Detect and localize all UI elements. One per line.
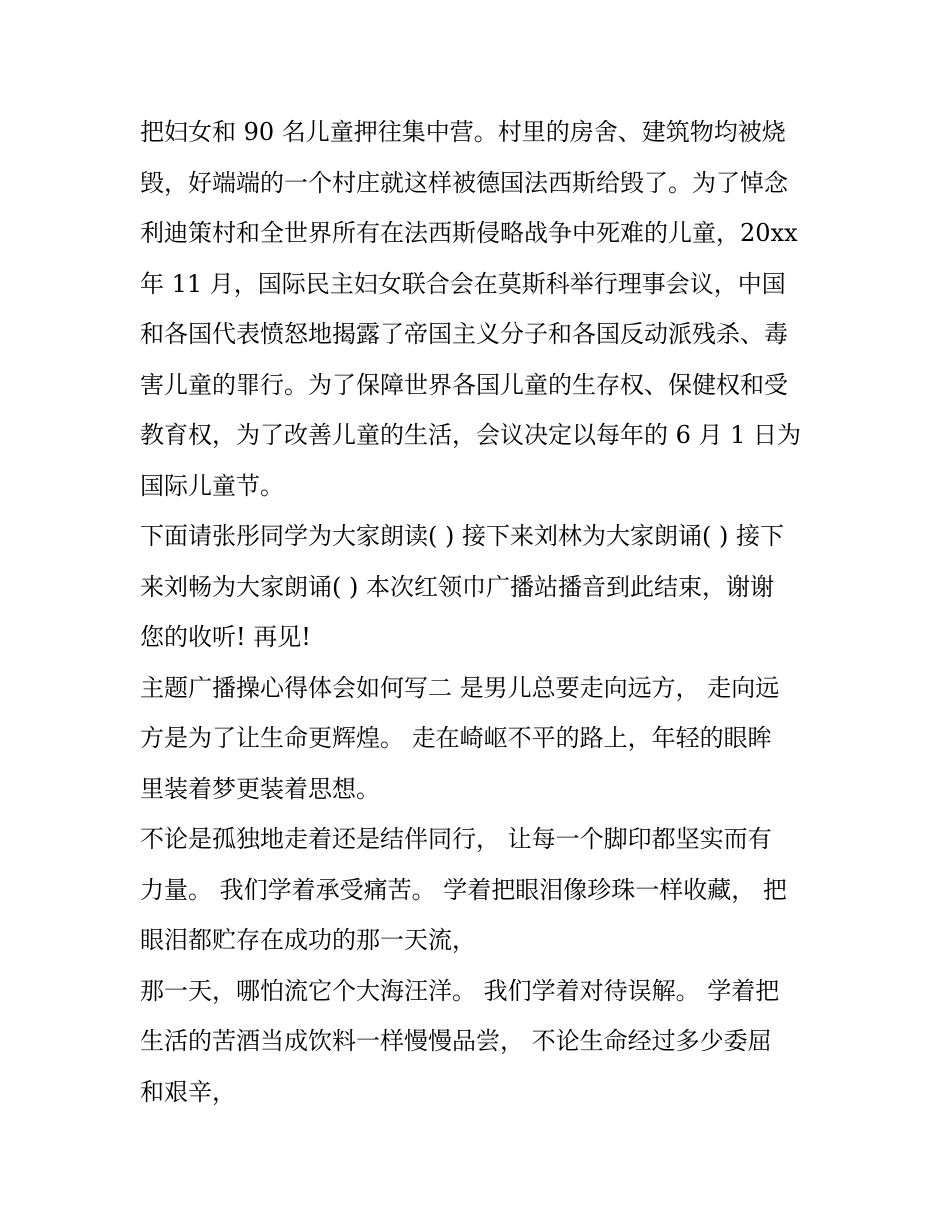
text-line: 和各国代表愤怒地揭露了帝国主义分子和各国反动派残杀、毒 [140, 320, 788, 348]
text-line: 眼泪都贮存在成功的那一天流， [140, 926, 476, 954]
text-line: 力量。 我们学着承受痛苦。 学着把眼泪像珍珠一样收藏， 把 [140, 875, 787, 904]
text-line: 利迪策村和全世界所有在法西斯侵略战争中死难的儿童，20xx [140, 219, 798, 247]
text-line: 来刘畅为大家朗诵( ) 本次红领巾广播站播音到此结束，谢谢 [140, 572, 774, 601]
paragraph-broadcast-closing [140, 511, 810, 663]
text-line: 主题广播操心得体会如何写二 是男儿总要走向远方， 走向远 [140, 673, 780, 702]
text-line: 教育权，为了改善儿童的生活，会议决定以每年的 6 月 1 日为 [140, 421, 802, 449]
paragraph-essay-footsteps [140, 814, 810, 966]
text-line: 您的收听! 再见! [140, 623, 311, 651]
text-line: 年 11 月，国际民主妇女联合会在莫斯科举行理事会议，中国 [140, 269, 786, 298]
text-line: 把妇女和 90 名儿童押往集中营。村里的房舍、建筑物均被烧 [140, 118, 786, 146]
text-line: 里装着梦更装着思想。 [140, 774, 380, 803]
text-line: 那一天，哪怕流它个大海汪洋。 我们学着对待误解。 学着把 [140, 976, 780, 1005]
text-line: 方是为了让生命更辉煌。 走在崎岖不平的路上，年轻的眼眸 [140, 724, 772, 752]
text-line: 和艰辛， [140, 1077, 236, 1106]
text-line: 害儿童的罪行。为了保障世界各国儿童的生存权、保健权和受 [140, 370, 788, 399]
paragraph-childrens-day-origin [140, 107, 810, 511]
paragraph-essay-hardship [140, 966, 810, 1118]
text-line: 下面请张彤同学为大家朗读( ) 接下来刘林为大家朗诵( ) 接下 [140, 522, 784, 550]
text-line: 生活的苦酒当成饮料一样慢慢品尝， 不论生命经过多少委屈 [140, 1027, 772, 1055]
document-body [140, 107, 810, 1117]
text-line: 毁，好端端的一个村庄就这样被德国法西斯给毁了。为了悼念 [140, 168, 788, 197]
paragraph-essay-intro [140, 663, 810, 815]
text-line: 国际儿童节。 [140, 471, 284, 500]
text-line: 不论是孤独地走着还是结伴同行， 让每一个脚印都坚实而有 [140, 825, 772, 853]
